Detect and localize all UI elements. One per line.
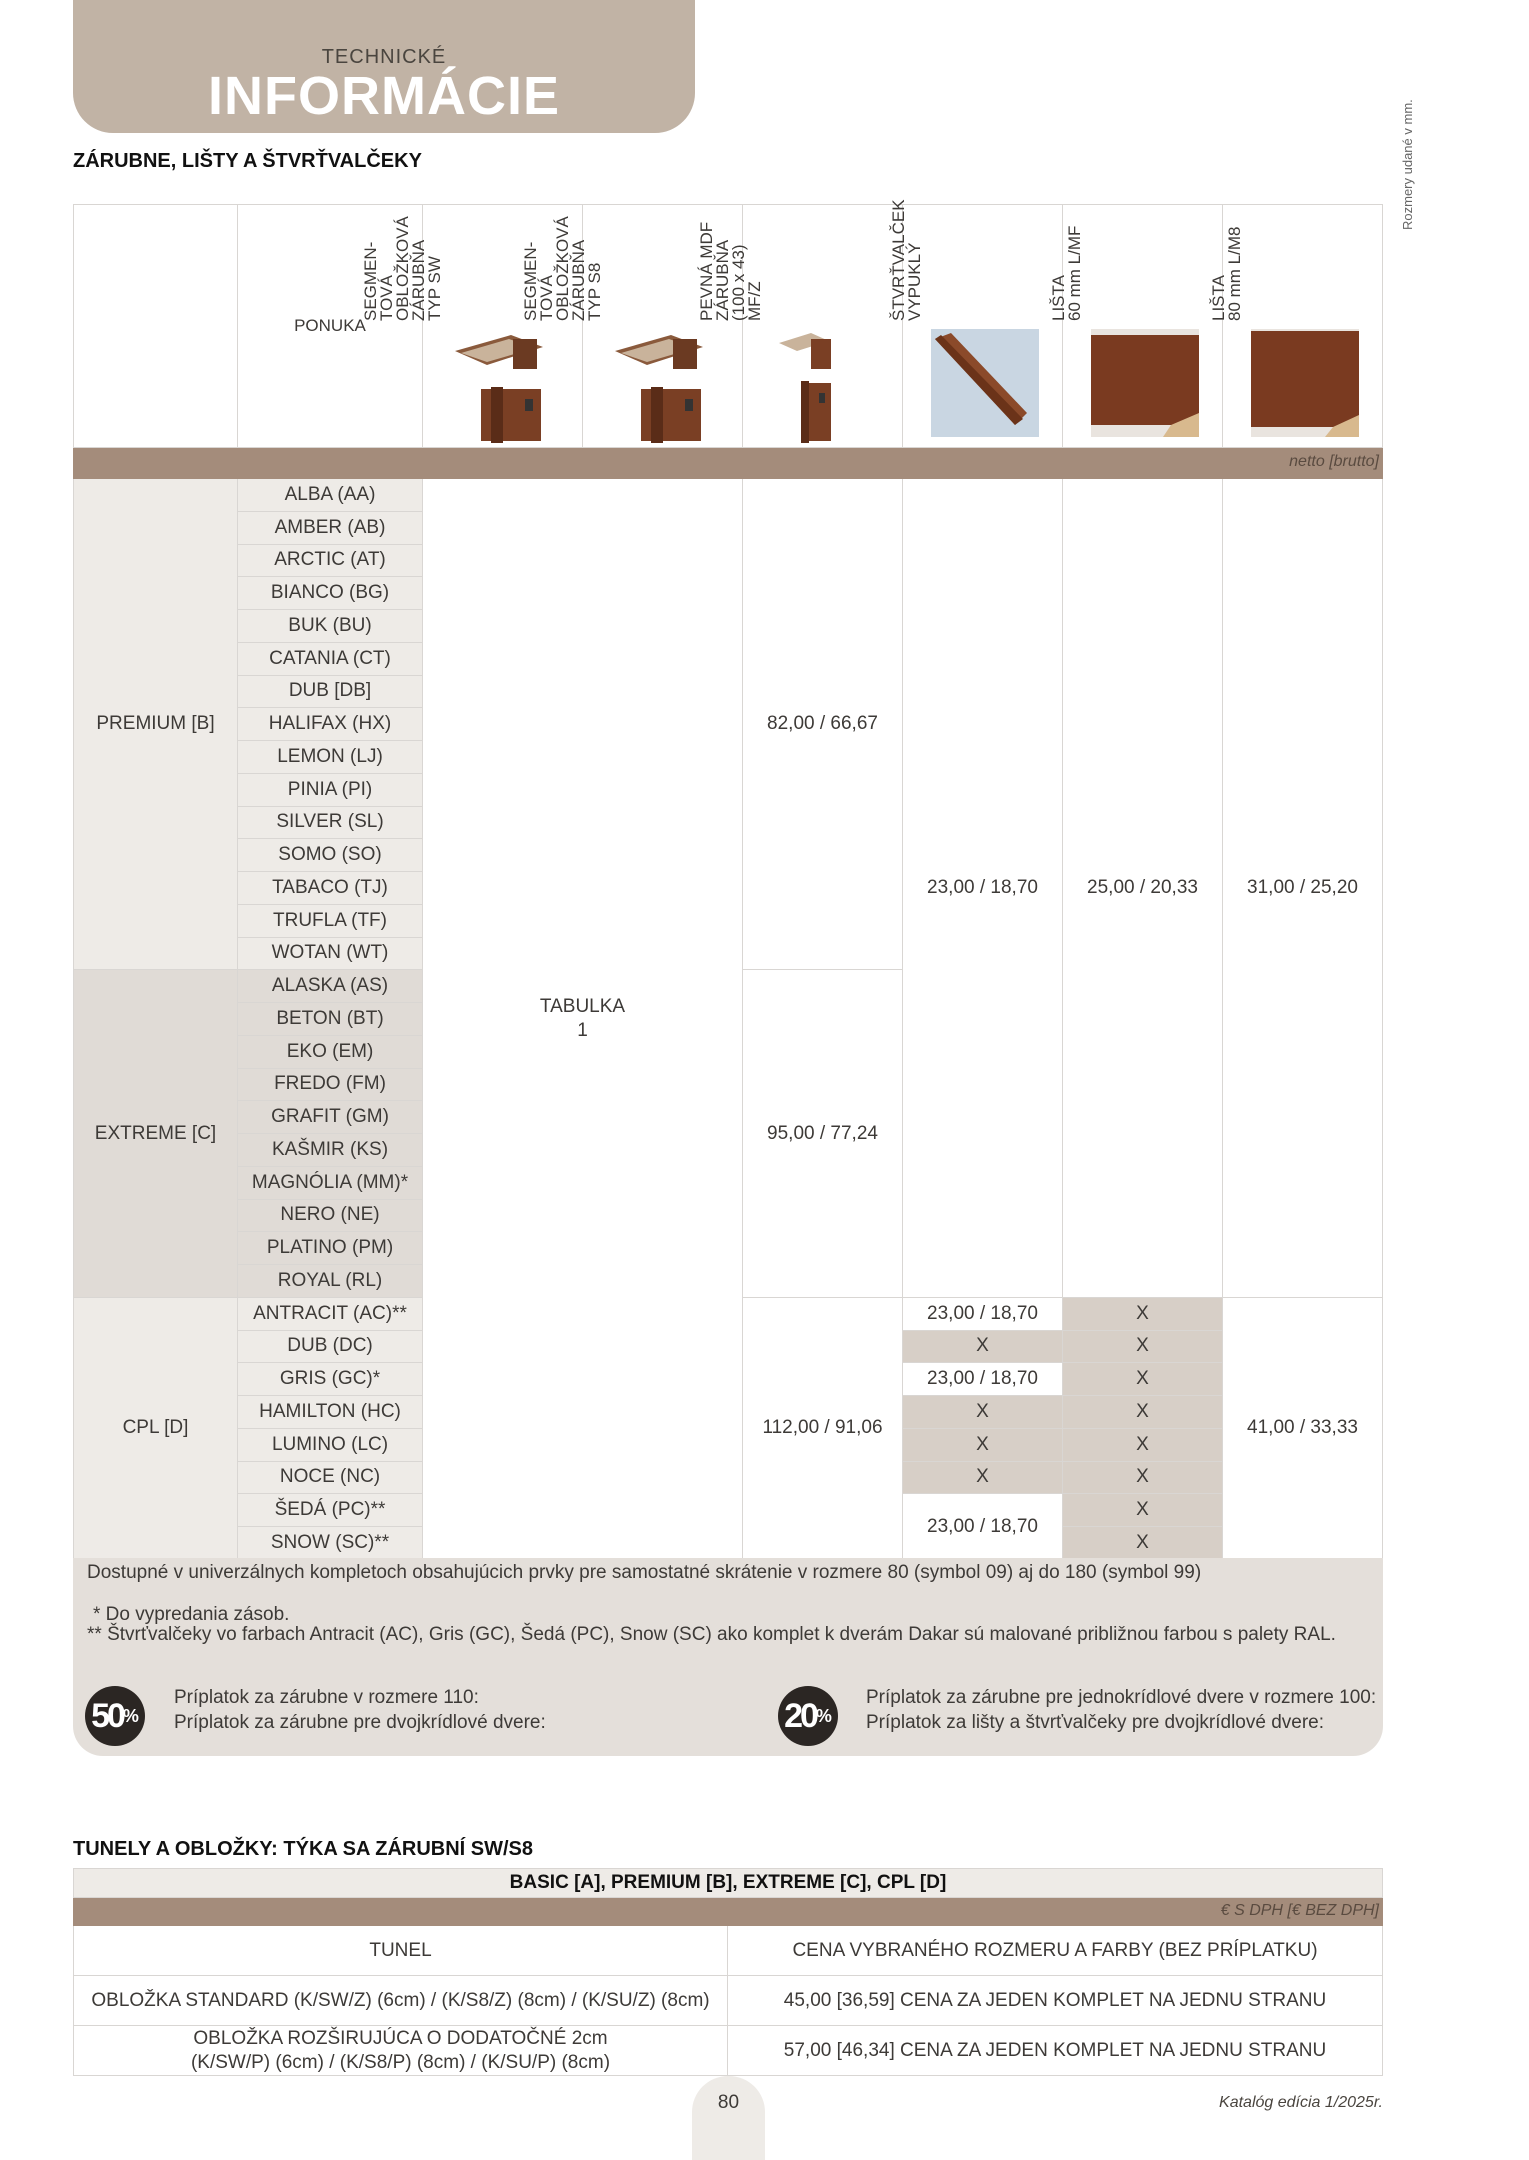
surcharge-50-line1: Príplatok za zárubne v rozmere 110: (174, 1687, 479, 1708)
group-name: EXTREME [C] (73, 970, 238, 1298)
trim60-cell: X (1063, 1527, 1223, 1560)
segment-note-line2: 1 (577, 1019, 588, 1041)
color-row: ŠEDÁ (PC)** (238, 1494, 423, 1527)
trim80-cpl-price: 41,00 / 33,33 (1223, 1298, 1383, 1560)
group-name: PREMIUM [B] (73, 479, 238, 970)
color-row: TRUFLA (TF) (238, 905, 423, 938)
color-row: SILVER (SL) (238, 807, 423, 840)
page-title: INFORMÁCIE (208, 66, 560, 126)
table-row-price: 57,00 [46,34] CENA ZA JEDEN KOMPLET NA JEDNU STRANU (728, 2026, 1383, 2076)
table-row-name: OBLOŽKA STANDARD (K/SW/Z) (6cm) / (K/S8/Z) (8cm) / (K/SU/Z) (8cm) (73, 1976, 728, 2026)
footnote-ral: ** Štvrťvalčeky vo farbach Antracit (AC), Gris (GC), Šedá (PC), Snow (SC) ako komplet k dverám Dakar sú malované približnou farbou s palety RAL. (87, 1624, 1336, 1645)
quarter-cell: X (903, 1429, 1063, 1462)
trim60-price: 25,00 / 20,33 (1063, 479, 1223, 1298)
color-row: HAMILTON (HC) (238, 1396, 423, 1429)
color-row: ARCTIC (AT) (238, 545, 423, 578)
quarter-cell: X (903, 1331, 1063, 1364)
surcharge-20-text (866, 1685, 1376, 1735)
badge-value: 20 (784, 1696, 816, 1735)
color-row: PINIA (PI) (238, 774, 423, 807)
header-tab (73, 0, 695, 133)
section-title-frames: ZÁRUBNE, LIŠTY A ŠTVRŤVALČEKY (73, 150, 422, 172)
color-row: MAGNÓLIA (MM)* (238, 1167, 423, 1200)
table-row-name (73, 2026, 728, 2076)
percent-icon: % (122, 1705, 139, 1726)
row-name-line1: OBLOŽKA ROZŠIRUJÚCA O DODATOČNÉ 2cm (193, 2027, 608, 2049)
color-row: LUMINO (LC) (238, 1429, 423, 1462)
color-row: EKO (EM) (238, 1036, 423, 1069)
color-row: FREDO (FM) (238, 1069, 423, 1102)
trim60-cell: X (1063, 1494, 1223, 1527)
trim60-cell: X (1063, 1429, 1223, 1462)
quarter-price: 23,00 / 18,70 (903, 479, 1063, 1298)
mdf-price: 95,00 / 77,24 (743, 970, 903, 1298)
trim60-cell: X (1063, 1396, 1223, 1429)
badge-value: 50 (91, 1696, 123, 1735)
page-number-tab (692, 2076, 765, 2160)
page-number: 80 (717, 2092, 740, 2113)
group-name: CPL [D] (73, 1298, 238, 1560)
segment-note-line1: TABULKA (539, 995, 626, 1017)
color-row: ALASKA (AS) (238, 970, 423, 1003)
surcharge-20-line1: Príplatok za zárubne pre jednokrídlové dvere v rozmere 100: (866, 1687, 1377, 1708)
footnote-stock: * Do vypredania zásob. (93, 1604, 290, 1625)
trim60-cell: X (1063, 1331, 1223, 1364)
color-row: WOTAN (WT) (238, 938, 423, 971)
header-empty (73, 204, 238, 448)
color-row: HALIFAX (HX) (238, 708, 423, 741)
frames-table (73, 199, 1383, 1558)
color-row: NOCE (NC) (238, 1462, 423, 1495)
price-bar (73, 1898, 1383, 1926)
surcharge-50-badge (85, 1686, 145, 1746)
mdf-price: 112,00 / 91,06 (743, 1298, 903, 1560)
color-row: CATANIA (CT) (238, 643, 423, 676)
notes-panel (73, 1558, 1383, 1756)
col-header-quarter-round (889, 199, 1063, 448)
col-header-price: CENA VYBRANÉHO ROZMERU A FARBY (BEZ PRÍPLATKU) (728, 1926, 1383, 1976)
catalog-edition: Katalóg edícia 1/2025r. (1219, 2094, 1383, 2111)
quarter-cell: 23,00 / 18,70 (903, 1298, 1063, 1331)
color-row: AMBER (AB) (238, 512, 423, 545)
trim-60-image (1091, 329, 1199, 443)
col-label: SEGMEN- TOVÁ OBLOŽKOVÁ ZÁRUBŇA TYP SW (361, 216, 444, 321)
col-header-frame-mdf (697, 204, 903, 448)
color-row: ANTRACIT (AC)** (238, 1298, 423, 1331)
trim60-cell: X (1063, 1363, 1223, 1396)
col-label: ŠTVRŤVALČEK VYPUKLÝ (889, 199, 924, 321)
color-row: GRIS (GC)* (238, 1363, 423, 1396)
price-note: netto [brutto] (1289, 453, 1379, 470)
surcharge-20-line2: Príplatok za lišty a štvrťvalčeky pre dvojkrídlové dvere: (866, 1712, 1325, 1733)
col-header-trim-80 (1209, 204, 1383, 448)
surcharge-50-text (174, 1685, 546, 1735)
color-row: DUB [DB] (238, 676, 423, 709)
col-label: LIŠTA 60 mm L/MF (1049, 225, 1084, 321)
color-row: SNOW (SC)** (238, 1527, 423, 1560)
color-row: ROYAL (RL) (238, 1265, 423, 1298)
color-row: KAŠMIR (KS) (238, 1134, 423, 1167)
col-label: PEVNÁ MDF ZÁRUBŇA (100 x 43) MF/Z (697, 221, 764, 321)
color-row: DUB (DC) (238, 1331, 423, 1364)
availability-note: Dostupné v univerzálnych kompletoch obsahujúcich prvky pre samostatné skrátenie v rozmere 80 (symbol 09) aj do 180 (symbol 99) (87, 1562, 1202, 1583)
color-row: PLATINO (PM) (238, 1232, 423, 1265)
color-row: BUK (BU) (238, 610, 423, 643)
col-header-trim-60 (1049, 204, 1223, 448)
color-row: ALBA (AA) (238, 479, 423, 512)
segment-frame-note (423, 479, 743, 1560)
quarter-round-image (931, 329, 1039, 443)
color-row: LEMON (LJ) (238, 741, 423, 774)
col-header-offer: PONUKA (238, 204, 423, 448)
groups-header: BASIC [A], PREMIUM [B], EXTREME [C], CPL [D] (73, 1868, 1383, 1898)
quarter-cell: X (903, 1396, 1063, 1429)
surcharge-20-badge (778, 1686, 838, 1746)
color-row: BIANCO (BG) (238, 577, 423, 610)
mdf-price: 82,00 / 66,67 (743, 479, 903, 970)
quarter-cell: X (903, 1462, 1063, 1495)
color-row: NERO (NE) (238, 1200, 423, 1233)
frame-mdf-image (771, 329, 841, 450)
color-row: TABACO (TJ) (238, 872, 423, 905)
frame-s8-image (611, 329, 711, 450)
price-note: € S DPH [€ BEZ DPH] (1220, 1902, 1379, 1919)
trim80-price: 31,00 / 25,20 (1223, 479, 1383, 1298)
col-label: SEGMEN- TOVÁ OBLOŽKOVÁ ZÁRUBŇA TYP S8 (521, 216, 604, 321)
trim-80-image (1251, 329, 1359, 443)
col-label: LIŠTA 80 mm L/M8 (1209, 226, 1244, 321)
frame-sw-image (451, 329, 551, 450)
side-note: Rozmery udané v mm. (1400, 99, 1415, 230)
trim60-cell: X (1063, 1462, 1223, 1495)
quarter-cell: 23,00 / 18,70 (903, 1494, 1063, 1560)
trim60-cell: X (1063, 1298, 1223, 1331)
color-row: BETON (BT) (238, 1003, 423, 1036)
quarter-cell: 23,00 / 18,70 (903, 1363, 1063, 1396)
row-name-line2: (K/SW/P) (6cm) / (K/S8/P) (8cm) / (K/SU/P) (8cm) (190, 2051, 611, 2073)
col-header-tunnel: TUNEL (73, 1926, 728, 1976)
surcharge-50-line2: Príplatok za zárubne pre dvojkrídlové dvere: (174, 1712, 546, 1733)
color-row: SOMO (SO) (238, 839, 423, 872)
price-bar (73, 448, 1383, 479)
percent-icon: % (815, 1705, 832, 1726)
section-title-tunnels: TUNELY A OBLOŽKY: TÝKA SA ZÁRUBNÍ SW/S8 (73, 1838, 534, 1860)
header-kicker: TECHNICKÉ (321, 46, 447, 68)
color-row: GRAFIT (GM) (238, 1101, 423, 1134)
table-row-price: 45,00 [36,59] CENA ZA JEDEN KOMPLET NA JEDNU STRANU (728, 1976, 1383, 2026)
